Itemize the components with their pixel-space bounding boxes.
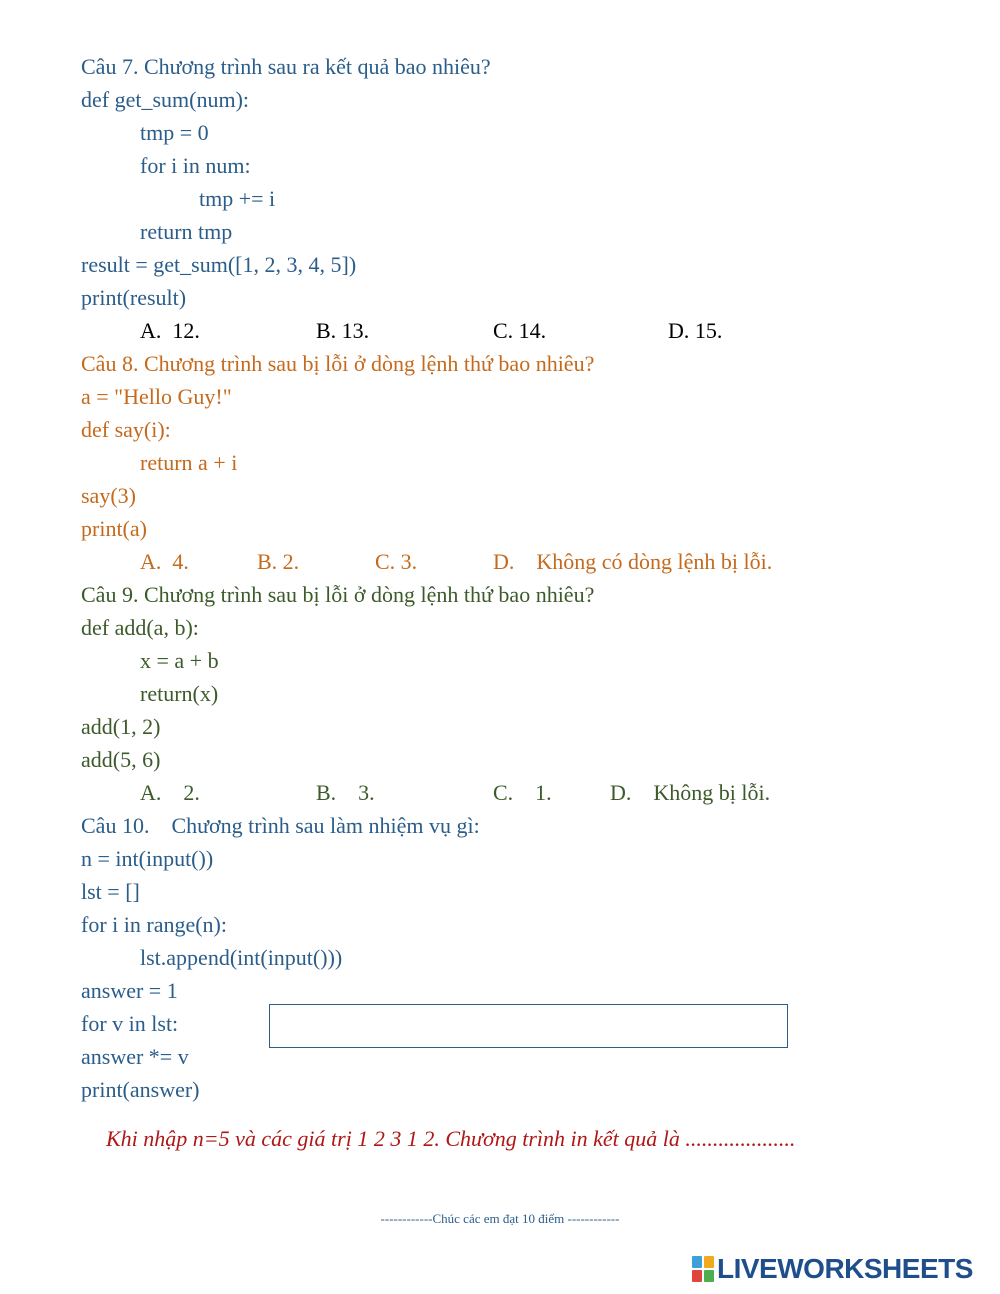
q8-option-c: C. 3. [375,549,418,574]
q8-option-a: A. 4. [140,549,189,574]
q8-code-line: def say(i): [81,417,171,442]
q10-code-line: n = int(input()) [81,846,214,871]
q9-option-b: B. 3. [316,780,375,805]
q8-code-line: print(a) [81,516,147,541]
q7-option-d: D. 15. [668,318,723,343]
q9-option-a: A. 2. [140,780,200,805]
q8-code-line: a = "Hello Guy!" [81,384,232,409]
liveworksheets-logo-icon [692,1256,714,1282]
q8-option-d: D. Không có dòng lệnh bị lỗi. [493,549,773,574]
q8-code-line: say(3) [81,483,136,508]
q10-code-line: for v in lst: [81,1011,179,1036]
q10-code-line: lst = [] [81,879,140,904]
q10-title: Câu 10. Chương trình sau làm nhiệm vụ gì: [81,813,480,838]
brand-name: LIVEWORKSHEETS [717,1253,973,1284]
q7-code-line: tmp = 0 [140,120,209,145]
q8-option-b: B. 2. [257,549,300,574]
q10-answer-input[interactable] [269,1004,788,1048]
q9-code-line: x = a + b [140,648,219,673]
q7-code-line: print(result) [81,285,187,310]
q7-code-line: for i in num: [140,153,251,178]
q7-code-line: def get_sum(num): [81,87,250,112]
q9-code-line: def add(a, b): [81,615,199,640]
q7-code-line: result = get_sum([1, 2, 3, 4, 5]) [81,252,357,277]
q9-option-d: D. Không bị lỗi. [610,780,771,805]
q7-option-c: C. 14. [493,318,547,343]
q9-code-line: add(1, 2) [81,714,161,739]
q7-title: Câu 7. Chương trình sau ra kết quả bao nhiêu? [81,54,491,79]
q7-option-a: A. 12. [140,318,200,343]
q10-code-line: answer *= v [81,1044,189,1069]
q10-note: Khi nhập n=5 và các giá trị 1 2 3 1 2. Chương trình in kết quả là .................... [106,1126,796,1151]
q7-option-b: B. 13. [316,318,370,343]
q9-option-c: C. 1. [493,780,552,805]
q7-code-line: tmp += i [199,186,276,211]
footer-message: ------------Chúc các em đạt 10 điểm ------------ [380,1211,620,1226]
q10-code-line: answer = 1 [81,978,178,1003]
q8-code-line: return a + i [140,450,238,475]
q10-code-line: lst.append(int(input())) [140,945,343,970]
q10-code-line: print(answer) [81,1077,200,1102]
q10-code-line: for i in range(n): [81,912,227,937]
liveworksheets-logo [692,1252,973,1286]
q9-title: Câu 9. Chương trình sau bị lỗi ở dòng lệnh thứ bao nhiêu? [81,582,595,607]
q9-code-line: add(5, 6) [81,747,161,772]
q7-code-line: return tmp [140,219,233,244]
q8-title: Câu 8. Chương trình sau bị lỗi ở dòng lệnh thứ bao nhiêu? [81,351,595,376]
q9-code-line: return(x) [140,681,219,706]
